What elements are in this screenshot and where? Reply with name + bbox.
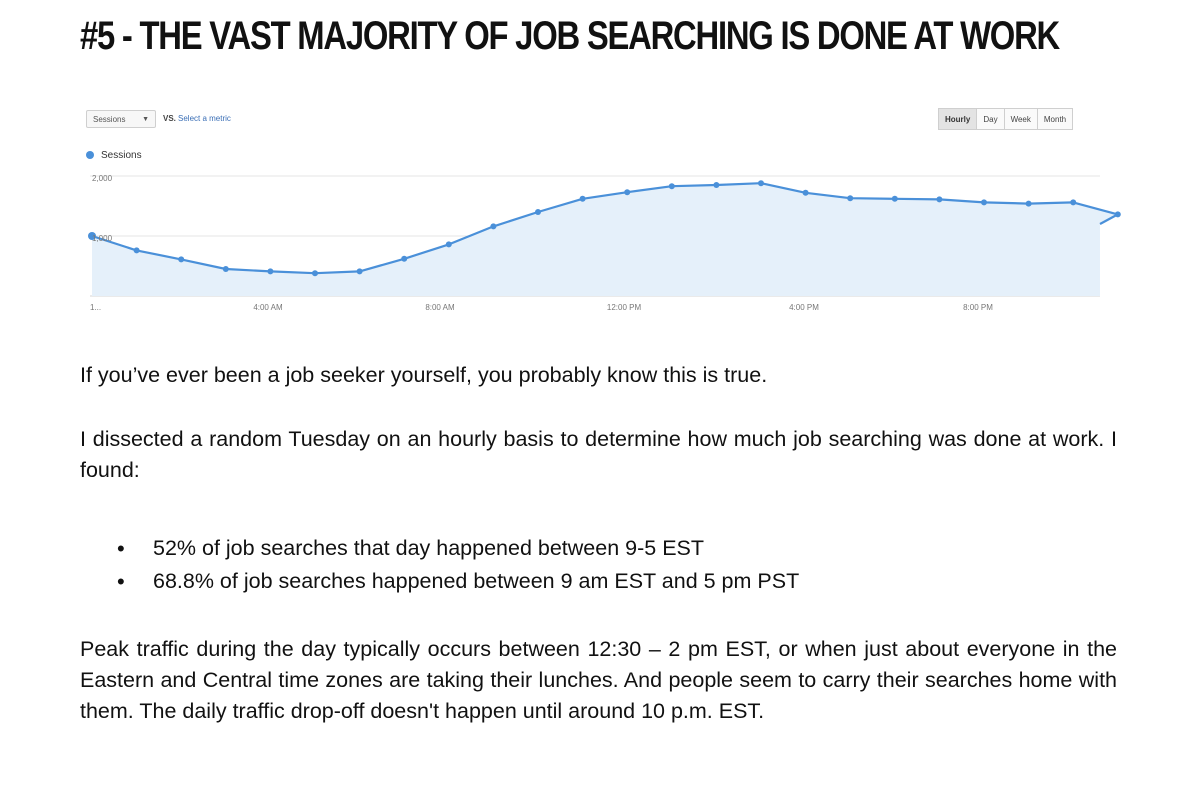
granularity-month-button[interactable]: Month [1038, 108, 1073, 130]
chevron-down-icon: ▼ [142, 116, 149, 123]
chart-point [803, 190, 809, 196]
intro-paragraph: If you’ve ever been a job seeker yourself, you probably know this is true. [80, 363, 768, 387]
method-paragraph: I dissected a random Tuesday on an hourly basis to determine how much job searching was done at work. I found: [80, 427, 1117, 482]
legend-label: Sessions [101, 149, 142, 161]
chart-point [357, 268, 363, 274]
finding-text: 68.8% of job searches happened between 9 am EST and 5 pm PST [153, 569, 800, 593]
sessions-chart [0, 160, 1200, 320]
bullet-icon: • [117, 536, 125, 561]
chart-point [624, 189, 630, 195]
metric-select[interactable] [86, 110, 156, 128]
chart-point [223, 266, 229, 272]
chart-x-tick-label: 1... [90, 303, 102, 312]
chart-point [1026, 201, 1032, 207]
vs-label: VS. [163, 114, 176, 123]
chart-point [669, 183, 675, 189]
granularity-toggle [938, 108, 1073, 130]
chart-point [1070, 199, 1076, 205]
chart-point [1115, 211, 1121, 217]
chart-point [490, 223, 496, 229]
chart-x-tick-label: 4:00 AM [253, 303, 283, 312]
chart-point [178, 256, 184, 262]
chart-point [134, 247, 140, 253]
list-item [108, 532, 799, 565]
findings-list [108, 532, 799, 598]
peak-paragraph: Peak traffic during the day typically occurs between 12:30 – 2 pm EST, or when just about everyone in the Eastern and Central time zones are taking their lunches. And people seem to carry their searches home with them. The daily traffic drop-off doesn't happen until around 10 p.m. EST. [80, 637, 1117, 723]
metric-select-label: Sessions [93, 115, 126, 124]
chart-point [446, 241, 452, 247]
chart-point [535, 209, 541, 215]
chart-x-tick-label: 12:00 PM [606, 303, 642, 312]
chart-point [892, 196, 898, 202]
chart-point [981, 199, 987, 205]
list-item [108, 565, 799, 598]
section-heading: #5 - THE VAST MAJORITY OF JOB SEARCHING IS DONE AT WORK [80, 14, 1060, 58]
select-metric-link[interactable]: Select a metric [178, 114, 231, 123]
granularity-day-button[interactable]: Day [977, 108, 1004, 130]
chart-point [936, 196, 942, 202]
chart-y-tick-label: 1,000 [92, 234, 113, 243]
chart-point [847, 195, 853, 201]
chart-y-tick-label: 2,000 [92, 174, 113, 183]
chart-point [401, 256, 407, 262]
chart-point [267, 268, 273, 274]
granularity-week-button[interactable]: Week [1005, 108, 1038, 130]
chart-x-tick-label: 4:00 PM [789, 303, 819, 312]
bullet-icon: • [117, 569, 125, 594]
chart-point [580, 196, 586, 202]
finding-text: 52% of job searches that day happened between 9-5 EST [153, 536, 705, 560]
chart-x-tick-label: 8:00 PM [963, 303, 993, 312]
chart-point [713, 182, 719, 188]
granularity-hourly-button[interactable]: Hourly [938, 108, 977, 130]
chart-x-tick-label: 8:00 AM [425, 303, 455, 312]
chart-point [312, 270, 318, 276]
legend-dot-icon [86, 151, 94, 159]
chart-point [758, 180, 764, 186]
